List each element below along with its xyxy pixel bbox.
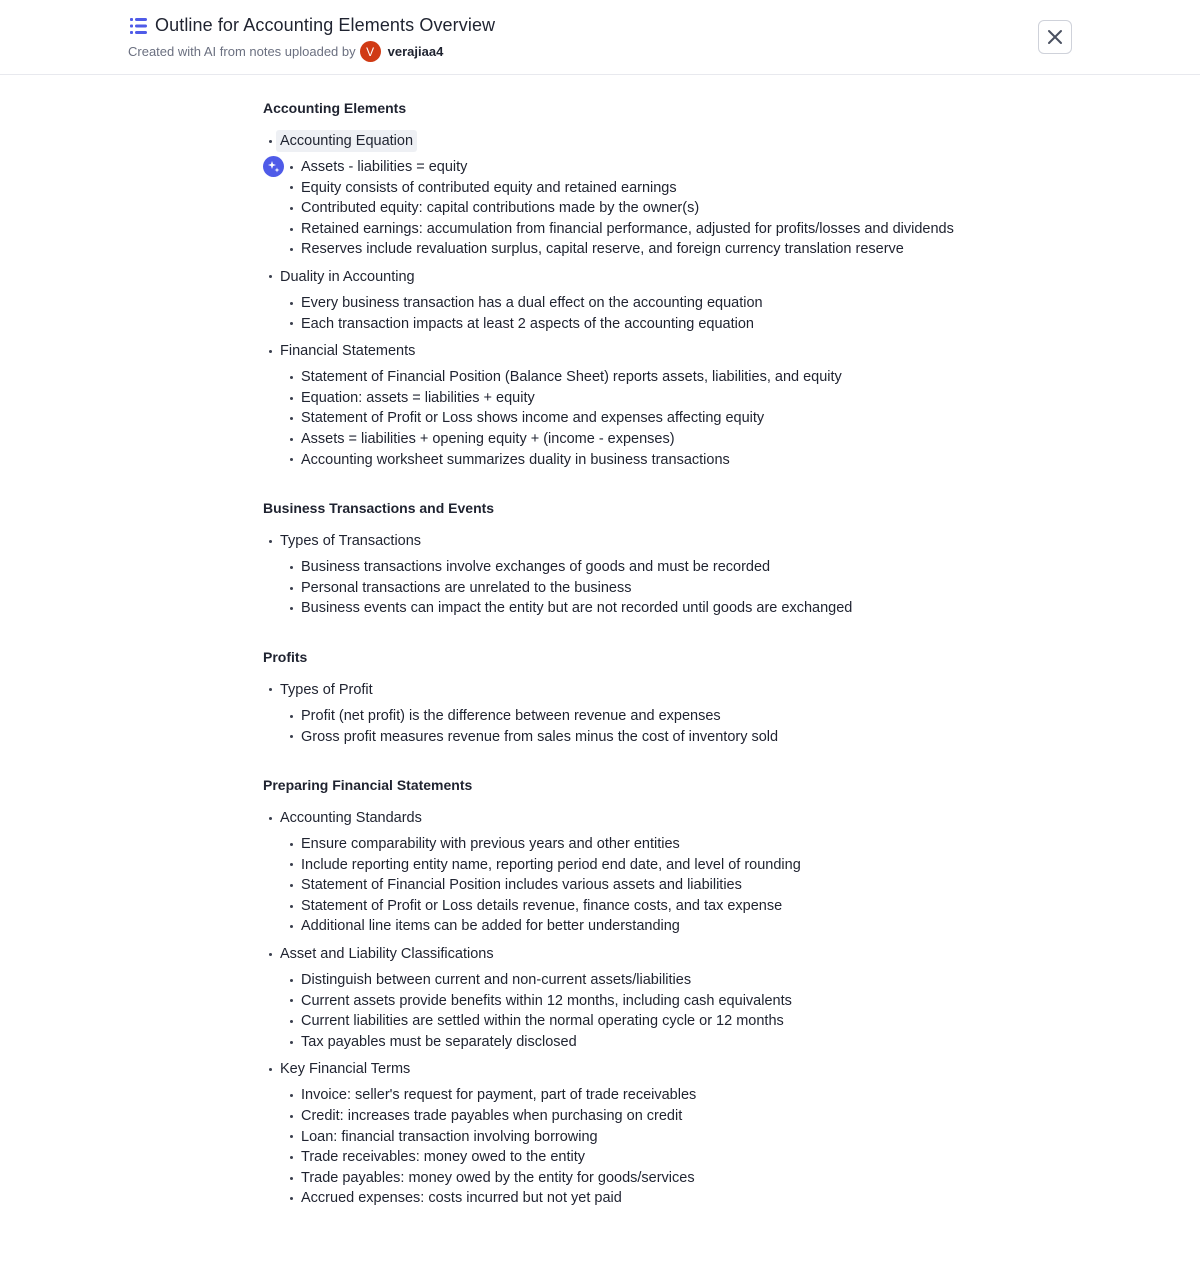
- section-title: Profits: [263, 648, 308, 665]
- item-text: Statement of Financial Position (Balance Sheet) reports assets, liabilities, and equity: [301, 369, 842, 386]
- bullet-icon: [290, 843, 293, 846]
- topic-row[interactable]: [263, 807, 1123, 829]
- outline-section: [263, 646, 1123, 747]
- list-item[interactable]: [290, 1106, 1123, 1127]
- list-item[interactable]: [290, 408, 1123, 429]
- outline-section: [263, 497, 1123, 619]
- item-text: Assets - liabilities = equity: [301, 159, 468, 175]
- list-item[interactable]: [290, 706, 1123, 727]
- item-text: Trade payables: money owed by the entity for goods/services: [301, 1169, 695, 1186]
- close-icon: [1047, 29, 1063, 45]
- bullet-icon: [290, 1197, 293, 1200]
- bullet-icon: [290, 186, 293, 189]
- list-item[interactable]: [290, 1085, 1123, 1106]
- subtitle-text: Created with AI from notes uploaded by: [128, 44, 356, 59]
- topic-row[interactable]: [263, 266, 1123, 288]
- list-item[interactable]: [290, 1032, 1123, 1053]
- topic-label: Types of Transactions: [280, 533, 422, 550]
- list-item[interactable]: [290, 429, 1123, 450]
- topic-label: Asset and Liability Classifications: [280, 946, 494, 963]
- topic-label: Accounting Standards: [280, 810, 422, 827]
- item-text: Loan: financial transaction involving borrowing: [301, 1128, 598, 1145]
- list-item[interactable]: [290, 1011, 1123, 1032]
- item-text: Personal transactions are unrelated to the business: [301, 579, 632, 596]
- item-text: Business transactions involve exchanges of goods and must be recorded: [301, 559, 771, 576]
- bullet-icon: [290, 1156, 293, 1159]
- section-title: Accounting Elements: [263, 100, 407, 116]
- topic-row[interactable]: [263, 530, 1123, 552]
- item-text: Assets = liabilities + opening equity + (income - expenses): [301, 430, 675, 447]
- topic-items: [263, 1085, 1123, 1209]
- bullet-icon: [269, 688, 272, 691]
- list-item[interactable]: [290, 578, 1123, 599]
- list-item[interactable]: [290, 367, 1123, 388]
- item-text: Trade receivables: money owed to the entity: [301, 1149, 585, 1166]
- item-text: Equation: assets = liabilities + equity: [301, 389, 535, 406]
- item-text: Business events can impact the entity but are not recorded until goods are exchanged: [301, 600, 853, 617]
- bullet-icon: [290, 166, 293, 169]
- list-item[interactable]: [290, 875, 1123, 896]
- item-text: Retained earnings: accumulation from financial performance, adjusted for profits/losses and dividends: [301, 220, 954, 237]
- bullet-icon: [290, 1115, 293, 1118]
- bullet-icon: [290, 607, 293, 610]
- bullet-icon: [290, 322, 293, 325]
- topic-label: Types of Profit: [280, 681, 373, 698]
- bullet-icon: [290, 376, 293, 379]
- topic-items: [263, 293, 1123, 334]
- list-item[interactable]: [290, 557, 1123, 578]
- list-item[interactable]: [290, 219, 1123, 240]
- ai-sparkle-icon[interactable]: [263, 156, 284, 177]
- list-item[interactable]: [290, 834, 1123, 855]
- list-item[interactable]: [290, 198, 1123, 219]
- item-text: Tax payables must be separately disclosed: [301, 1033, 577, 1050]
- item-text: Profit (net profit) is the difference between revenue and expenses: [301, 707, 721, 724]
- item-text: Ensure comparability with previous years and other entities: [301, 836, 680, 853]
- bullet-icon: [290, 207, 293, 210]
- bullet-icon: [290, 925, 293, 928]
- topic-row[interactable]: [263, 943, 1123, 965]
- list-item[interactable]: [290, 970, 1123, 991]
- item-text: Credit: increases trade payables when purchasing on credit: [301, 1108, 683, 1125]
- bullet-icon: [290, 884, 293, 887]
- title-row: [130, 15, 495, 36]
- section-title: Preparing Financial Statements: [263, 777, 473, 794]
- bullet-icon: [290, 1135, 293, 1138]
- outline-topic: [263, 340, 1123, 470]
- topic-items: [263, 706, 1123, 747]
- bullet-icon: [290, 905, 293, 908]
- item-text: Reserves include revaluation surplus, capital reserve, and foreign currency translation reserve: [301, 241, 904, 258]
- item-text: Each transaction impacts at least 2 aspects of the accounting equation: [301, 315, 754, 332]
- topic-row[interactable]: [263, 679, 1123, 701]
- outline-header: [0, 0, 1200, 75]
- bullet-icon: [269, 140, 272, 143]
- outline-section: [263, 97, 1123, 470]
- item-text: Additional line items can be added for better understanding: [301, 918, 680, 935]
- list-item[interactable]: [290, 450, 1123, 471]
- topic-items: [263, 367, 1123, 470]
- list-item[interactable]: [290, 855, 1123, 876]
- bullet-icon: [290, 438, 293, 441]
- close-button[interactable]: [1038, 20, 1072, 54]
- item-text: Accrued expenses: costs incurred but not yet paid: [301, 1190, 622, 1207]
- item-text: Equity consists of contributed equity and retained earnings: [301, 179, 677, 196]
- bullet-icon: [269, 817, 272, 820]
- list-item[interactable]: [290, 239, 1123, 260]
- bullet-icon: [290, 715, 293, 718]
- list-item[interactable]: [290, 157, 1123, 178]
- section-title: Business Transactions and Events: [263, 500, 495, 517]
- bullet-icon: [290, 979, 293, 982]
- item-text: Statement of Profit or Loss shows income and expenses affecting equity: [301, 410, 765, 427]
- outline-content: [263, 97, 1123, 1236]
- item-text: Contributed equity: capital contributions made by the owner(s): [301, 200, 700, 217]
- item-text: Statement of Profit or Loss details revenue, finance costs, and tax expense: [301, 897, 783, 914]
- bullet-icon: [269, 953, 272, 956]
- outline-topic: [263, 266, 1123, 334]
- bullet-icon: [290, 1041, 293, 1044]
- list-item[interactable]: [290, 1127, 1123, 1148]
- item-text: Statement of Financial Position includes various assets and liabilities: [301, 877, 742, 894]
- item-text: Invoice: seller's request for payment, part of trade receivables: [301, 1087, 697, 1104]
- list-item[interactable]: [290, 598, 1123, 619]
- item-text: Distinguish between current and non-current assets/liabilities: [301, 972, 692, 989]
- bullet-icon: [269, 275, 272, 278]
- bullet-icon: [269, 540, 272, 543]
- item-text: Every business transaction has a dual effect on the accounting equation: [301, 294, 763, 311]
- bullet-icon: [290, 248, 293, 251]
- item-text: Accounting worksheet summarizes duality in business transactions: [301, 451, 730, 468]
- topic-label: Accounting Equation: [276, 130, 417, 152]
- topic-label: Financial Statements: [280, 343, 416, 360]
- bullet-icon: [269, 1068, 272, 1071]
- topic-row[interactable]: [263, 1058, 1123, 1080]
- bullet-icon: [290, 566, 293, 569]
- list-item[interactable]: [290, 727, 1123, 748]
- outline-topic: [263, 679, 1123, 747]
- avatar[interactable]: V: [360, 41, 381, 62]
- list-item[interactable]: [290, 916, 1123, 937]
- item-text: Current liabilities are settled within the normal operating cycle or 12 months: [301, 1013, 784, 1030]
- list-item[interactable]: [290, 388, 1123, 409]
- bullet-icon: [290, 1020, 293, 1023]
- outline-topic: [263, 1058, 1123, 1209]
- outline-topic: [263, 530, 1123, 619]
- outline-topic: [263, 807, 1123, 937]
- bullet-icon: [290, 863, 293, 866]
- list-item[interactable]: [290, 178, 1123, 199]
- bullet-icon: [269, 350, 272, 353]
- bullet-icon: [290, 302, 293, 305]
- list-item[interactable]: [290, 293, 1123, 314]
- outline-section: [263, 774, 1123, 1209]
- bullet-icon: [290, 228, 293, 231]
- item-text: Current assets provide benefits within 12 months, including cash equivalents: [301, 992, 792, 1009]
- author-row: [128, 41, 443, 62]
- bullet-icon: [290, 417, 293, 420]
- outline-topic: [263, 943, 1123, 1052]
- topic-items: [263, 557, 1123, 619]
- sparkle-glyph: [267, 160, 280, 173]
- bullet-icon: [290, 397, 293, 400]
- item-text: Gross profit measures revenue from sales minus the cost of inventory sold: [301, 728, 779, 745]
- list-item[interactable]: [290, 896, 1123, 917]
- bullet-icon: [290, 587, 293, 590]
- list-item[interactable]: [290, 314, 1123, 335]
- bullet-icon: [290, 1177, 293, 1180]
- topic-row[interactable]: [263, 130, 1123, 152]
- topic-row[interactable]: [263, 340, 1123, 362]
- topic-label: Duality in Accounting: [280, 268, 415, 285]
- outline-topic: [263, 130, 1123, 260]
- topic-items: [263, 834, 1123, 937]
- username[interactable]: verajiaa4: [387, 44, 444, 59]
- list-item[interactable]: [290, 1188, 1123, 1209]
- list-item[interactable]: [290, 991, 1123, 1012]
- bullet-icon: [290, 735, 293, 738]
- list-icon: [130, 18, 147, 34]
- topic-items: [263, 970, 1123, 1052]
- item-text: Include reporting entity name, reporting period end date, and level of rounding: [301, 856, 801, 873]
- bullet-icon: [290, 1094, 293, 1097]
- bullet-icon: [290, 458, 293, 461]
- list-item[interactable]: [290, 1147, 1123, 1168]
- list-item[interactable]: [290, 1168, 1123, 1189]
- topic-label: Key Financial Terms: [280, 1061, 411, 1078]
- topic-items: [263, 157, 1123, 260]
- bullet-icon: [290, 999, 293, 1002]
- page-title: Outline for Accounting Elements Overview: [155, 15, 496, 35]
